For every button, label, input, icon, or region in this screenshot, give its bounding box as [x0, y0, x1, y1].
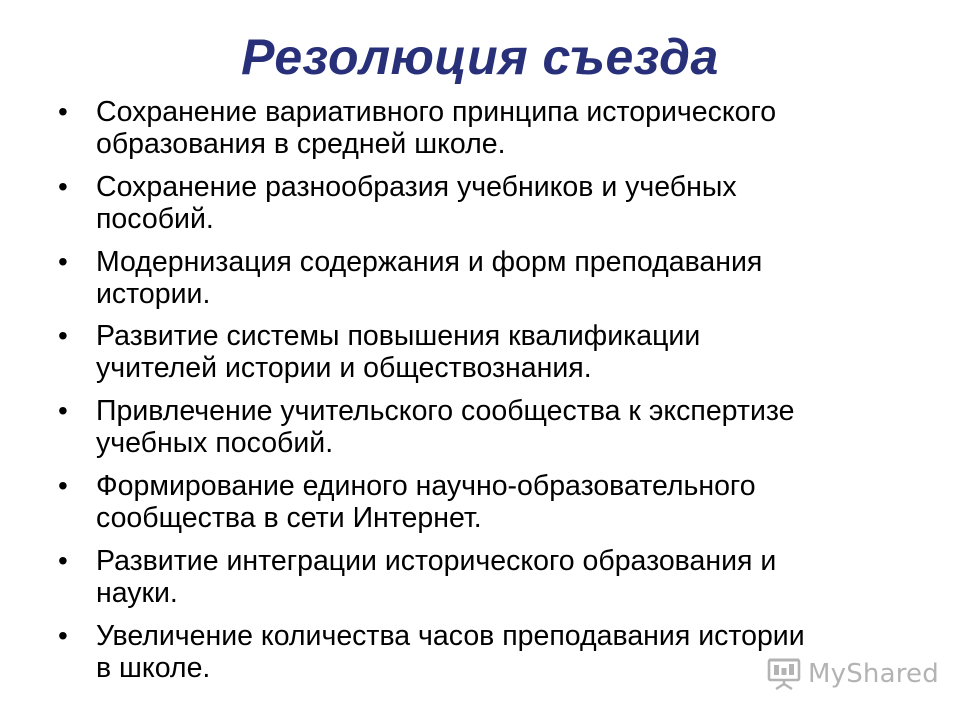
- list-item: [58, 320, 918, 384]
- bullet-mark: •: [58, 96, 68, 127]
- bullet-list: [58, 96, 918, 694]
- list-item-line: Модернизация содержания и форм преподавания: [96, 245, 763, 278]
- bullet-mark: •: [58, 170, 68, 202]
- list-item: [58, 171, 918, 235]
- list-item-line: Сохранение разнообразия учебников и учебных: [96, 170, 737, 203]
- bullet-mark: •: [58, 544, 68, 576]
- list-item-line: Развитие интеграции исторического образования и: [96, 544, 777, 577]
- list-item: [58, 246, 918, 310]
- bullet-mark: •: [58, 619, 68, 651]
- list-item-line: науки.: [96, 576, 178, 609]
- list-item-line: сообщества в сети Интернет.: [96, 501, 482, 534]
- watermark-text: MyShared: [808, 659, 939, 689]
- list-item-line: Формирование единого научно-образовательного: [96, 469, 756, 502]
- slide-title: Резолюция съезда: [241, 29, 719, 85]
- watermark-link[interactable]: [766, 654, 939, 694]
- list-item: [58, 395, 918, 459]
- presentation-board-icon: [766, 656, 802, 692]
- bullet-mark: •: [58, 245, 68, 277]
- list-item-line: учителей истории и обществознания.: [96, 352, 592, 385]
- list-item: [58, 545, 918, 609]
- bullet-mark: •: [58, 320, 68, 352]
- list-item: [58, 96, 918, 160]
- list-item-line: Увеличение количества часов преподавания истории: [96, 619, 805, 652]
- list-item-line: Развитие системы повышения квалификации: [96, 320, 701, 353]
- list-item-line: в школе.: [96, 651, 211, 684]
- list-item-line: истории.: [96, 277, 211, 310]
- list-item-line: учебных пособий.: [96, 427, 334, 460]
- list-item-line: Сохранение вариативного принципа исторического: [96, 96, 777, 128]
- bullet-mark: •: [58, 469, 68, 501]
- list-item: [58, 470, 918, 534]
- list-item-line: образования в средней школе.: [96, 128, 506, 160]
- list-item-line: Привлечение учительского сообщества к экспертизе: [96, 395, 795, 428]
- bullet-mark: •: [58, 395, 68, 427]
- list-item-line: пособий.: [96, 202, 214, 235]
